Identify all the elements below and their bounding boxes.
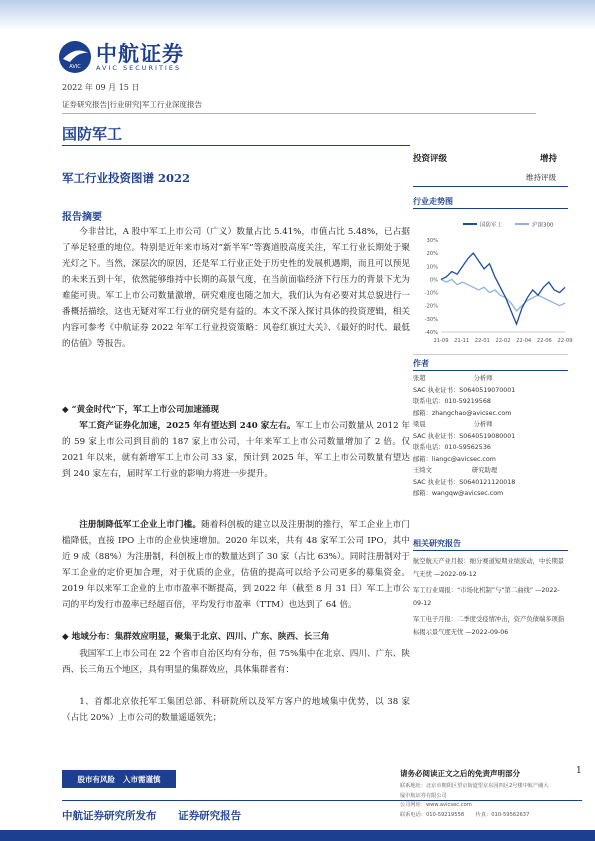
y-tick-label: 0%	[429, 277, 438, 284]
top-gradient-bar	[0, 0, 595, 30]
header-divider	[62, 113, 536, 114]
disclaimer-note: 请务必阅读正文之后的免责声明部分	[400, 769, 520, 778]
x-tick-label: 22-09	[557, 338, 573, 344]
abstract-paragraph-1: 今非昔比，A 股中军工上市公司（广义）数量占比 5.41%，市值占比 5.48%，已占据了举足轻重的地位。特别是近年来市场对“新半军”等赛道股高度关注，军工行业长期处于聚光灯之下。当然，深层次的原因，还是军工行业正处于历史性的发展机遇期，而且可以预见的未来五到十年，依然能够维持中长期的高景气度，在当前面临经济下行压力的背景下尤为难能可贵。军工上市公司数量激增，研究难度也随之加大，我们认为有必要对其总貌进行一番概括描绘，这也无疑对军工行业的研究是有益的。本文不深入探讨具体的投资逻辑，相关内容可参考《中航证券 2022 年军工行业投资策略：风卷红旗过大关》、《最好的时代、最低的估值》等报告。	[62, 227, 410, 349]
paragraph-2-lead: 军工资产证券化加速，2025 年有望达到 240 家左右。	[79, 421, 296, 431]
author-line: 张超 分析师	[413, 375, 493, 382]
abstract-heading: 报告摘要	[62, 212, 102, 223]
author-line: 邮箱：wangqw@avicsec.com	[413, 490, 504, 497]
y-tick-label: 30%	[426, 238, 438, 244]
logo-name-cn: 中航证券	[96, 42, 184, 66]
author-line: 梁晨 分析师	[413, 421, 493, 428]
rating-label: 投资评级	[413, 154, 448, 164]
address-line: 联系地址：北京市朝阳区望京街道望京东园四区2号楼中航产融大	[400, 783, 549, 789]
trend-divider	[413, 208, 568, 209]
address-line: 公司网址：www.avicsec.com	[400, 802, 472, 808]
bottom-bar	[0, 830, 595, 841]
sector-underline	[62, 145, 410, 146]
y-tick-label: -30%	[424, 316, 438, 323]
abstract-paragraph-5: 1、首都北京依托军工集团总部、科研院所以及军方客户的地域集中优势，以 38 家（占比 20%）上市公司的数量遥遥领先；	[62, 697, 410, 723]
risk-badge-right: 入市需谨慎	[123, 774, 161, 784]
x-tick-label: 22-04	[516, 338, 532, 344]
trend-chart	[413, 214, 573, 350]
page-number: 1	[576, 766, 582, 776]
related-divider	[413, 550, 568, 551]
related-list	[413, 555, 568, 642]
publisher-right: 证券研究报告	[178, 810, 242, 822]
rating-value: 增持	[540, 154, 558, 164]
risk-badge-left: 股市有风险	[77, 774, 115, 784]
chart-bottom-divider	[413, 354, 568, 355]
section-bullet-2: ◆ 地域分布：集群效应明显，聚集于北京、四川、广东、陕西、长三角	[62, 632, 330, 642]
related-report-item[interactable]: 军工行业周报：“市场化机制”与“第二曲线” —2022-09-12	[413, 587, 560, 607]
author-line: SAC 执业证书：S0640121120018	[413, 478, 516, 486]
abstract-paragraph-4: 我国军工上市公司在 22 个省市自治区均有分布，但 75%集中在北京、四川、广东、陕西、长三角五个地区，具有明显的集群效应，具体集群者有：	[62, 649, 410, 675]
y-tick-label: -20%	[424, 303, 438, 310]
sector-title: 国防军工	[62, 125, 123, 143]
y-tick-label: -10%	[424, 290, 438, 297]
rating-sub: 维持评级	[526, 173, 556, 182]
report-date: 2022 年 09 月 15 日	[62, 83, 140, 92]
contact-address	[400, 782, 549, 820]
related-report-item[interactable]: 军工电子月报：二季度受疫情冲击，资产负债端多项指标揭示景气度无忧 —2022-09-06	[413, 616, 565, 636]
section-bullet-1: ◆ “黄金时代”下，军工上市公司加速涌现	[62, 405, 219, 415]
authors-heading: 作者	[413, 359, 429, 368]
logo-name-en: AVIC SECURITIES	[96, 64, 182, 72]
rating-divider	[413, 186, 568, 187]
svg-text:AVIC: AVIC	[69, 64, 81, 70]
paragraph-2-text: 军工上市公司数量从 2012 年的 59 家上市公司到目前的 187 家上市公司，十年来军工上市公司数量增加了 2 倍。仅 2021 年以来，就有新增军工上市公司 33 家，预计到 2025 年，军工上市公司数量有望达到 240 家左右，届时军工行业的影响力将进一步提升。	[62, 421, 410, 479]
author-line: SAC 执业证书：S0640519080001	[413, 432, 516, 440]
paragraph-3-text: 随着科创板的建立以及注册制的推行，军工企业上市门槛降低，直接 IPO 上市的企业快速增加。2020 年以来，共有 48 家军工公司 IPO，其中近 9 成（88%）为注册制，科创板上市的数量达到了 30 家（占比 63%）。同时注册制对于军工企业的定价更加合理，对于优质的企业，估值的提高可以给予公司更多的募集资金。2019 年以来军工企业的上市市盈率不断提高，到 2022 年（截至 8 月 31 日）军工上市公司的平均发行市盈率已经超百倍，平均发行市盈率（TTM）也达到了 64 倍。	[62, 520, 410, 610]
publisher	[62, 808, 241, 823]
publisher-left: 中航证券研究所发布	[62, 810, 157, 822]
x-tick-label: 22-01	[474, 338, 490, 344]
related-heading: 相关研究报告	[413, 539, 461, 548]
breadcrumb: 证券研究报告|行业研究|军工行业深度报告	[62, 100, 203, 109]
series-line-1	[441, 253, 565, 324]
author-line: SAC 执业证书：S0640519070001	[413, 386, 516, 394]
abstract-paragraph-2	[62, 418, 410, 482]
logo-seal-icon	[58, 40, 92, 74]
author-line: 联系电话：010-59562536	[413, 444, 491, 451]
author-line: 邮箱：zhangchao@avicsec.com	[413, 409, 512, 417]
legend-label: 国防军工	[480, 222, 503, 229]
footer-divider	[62, 800, 582, 801]
address-line: 联系电话：010-59219558 传真：010-59562637	[400, 811, 530, 818]
paragraph-3-lead: 注册制降低军工企业上市门槛。	[79, 520, 202, 530]
x-tick-label: 22-02	[495, 338, 511, 344]
authors-divider	[413, 370, 568, 371]
y-tick-label: 20%	[426, 251, 438, 258]
related-report-item[interactable]: 航空航天产业月报：细分赛道短期业绩波动，中长期景气无忧 —2022-09-12	[413, 558, 565, 578]
author-line: 联系电话：010-59219568	[413, 398, 491, 405]
risk-badge	[62, 770, 176, 788]
author-line: 王绮文 研究助理	[413, 467, 498, 474]
trend-heading: 行业走势图	[413, 197, 453, 206]
x-tick-label: 21-11	[454, 338, 470, 344]
authors-list	[413, 373, 568, 500]
report-title: 军工行业投资图谱 2022	[62, 171, 191, 185]
legend-label: 沪深300	[532, 222, 554, 229]
x-tick-label: 21-09	[433, 338, 449, 344]
x-tick-label: 22-06	[536, 338, 552, 344]
y-tick-label: 10%	[426, 264, 438, 271]
author-line: 邮箱：liangc@avicsec.com	[413, 455, 496, 463]
address-line: 厦中航证券有限公司	[400, 792, 447, 799]
company-logo	[58, 38, 218, 78]
y-tick-label: -40%	[424, 330, 438, 336]
abstract-paragraph-3	[62, 517, 410, 613]
